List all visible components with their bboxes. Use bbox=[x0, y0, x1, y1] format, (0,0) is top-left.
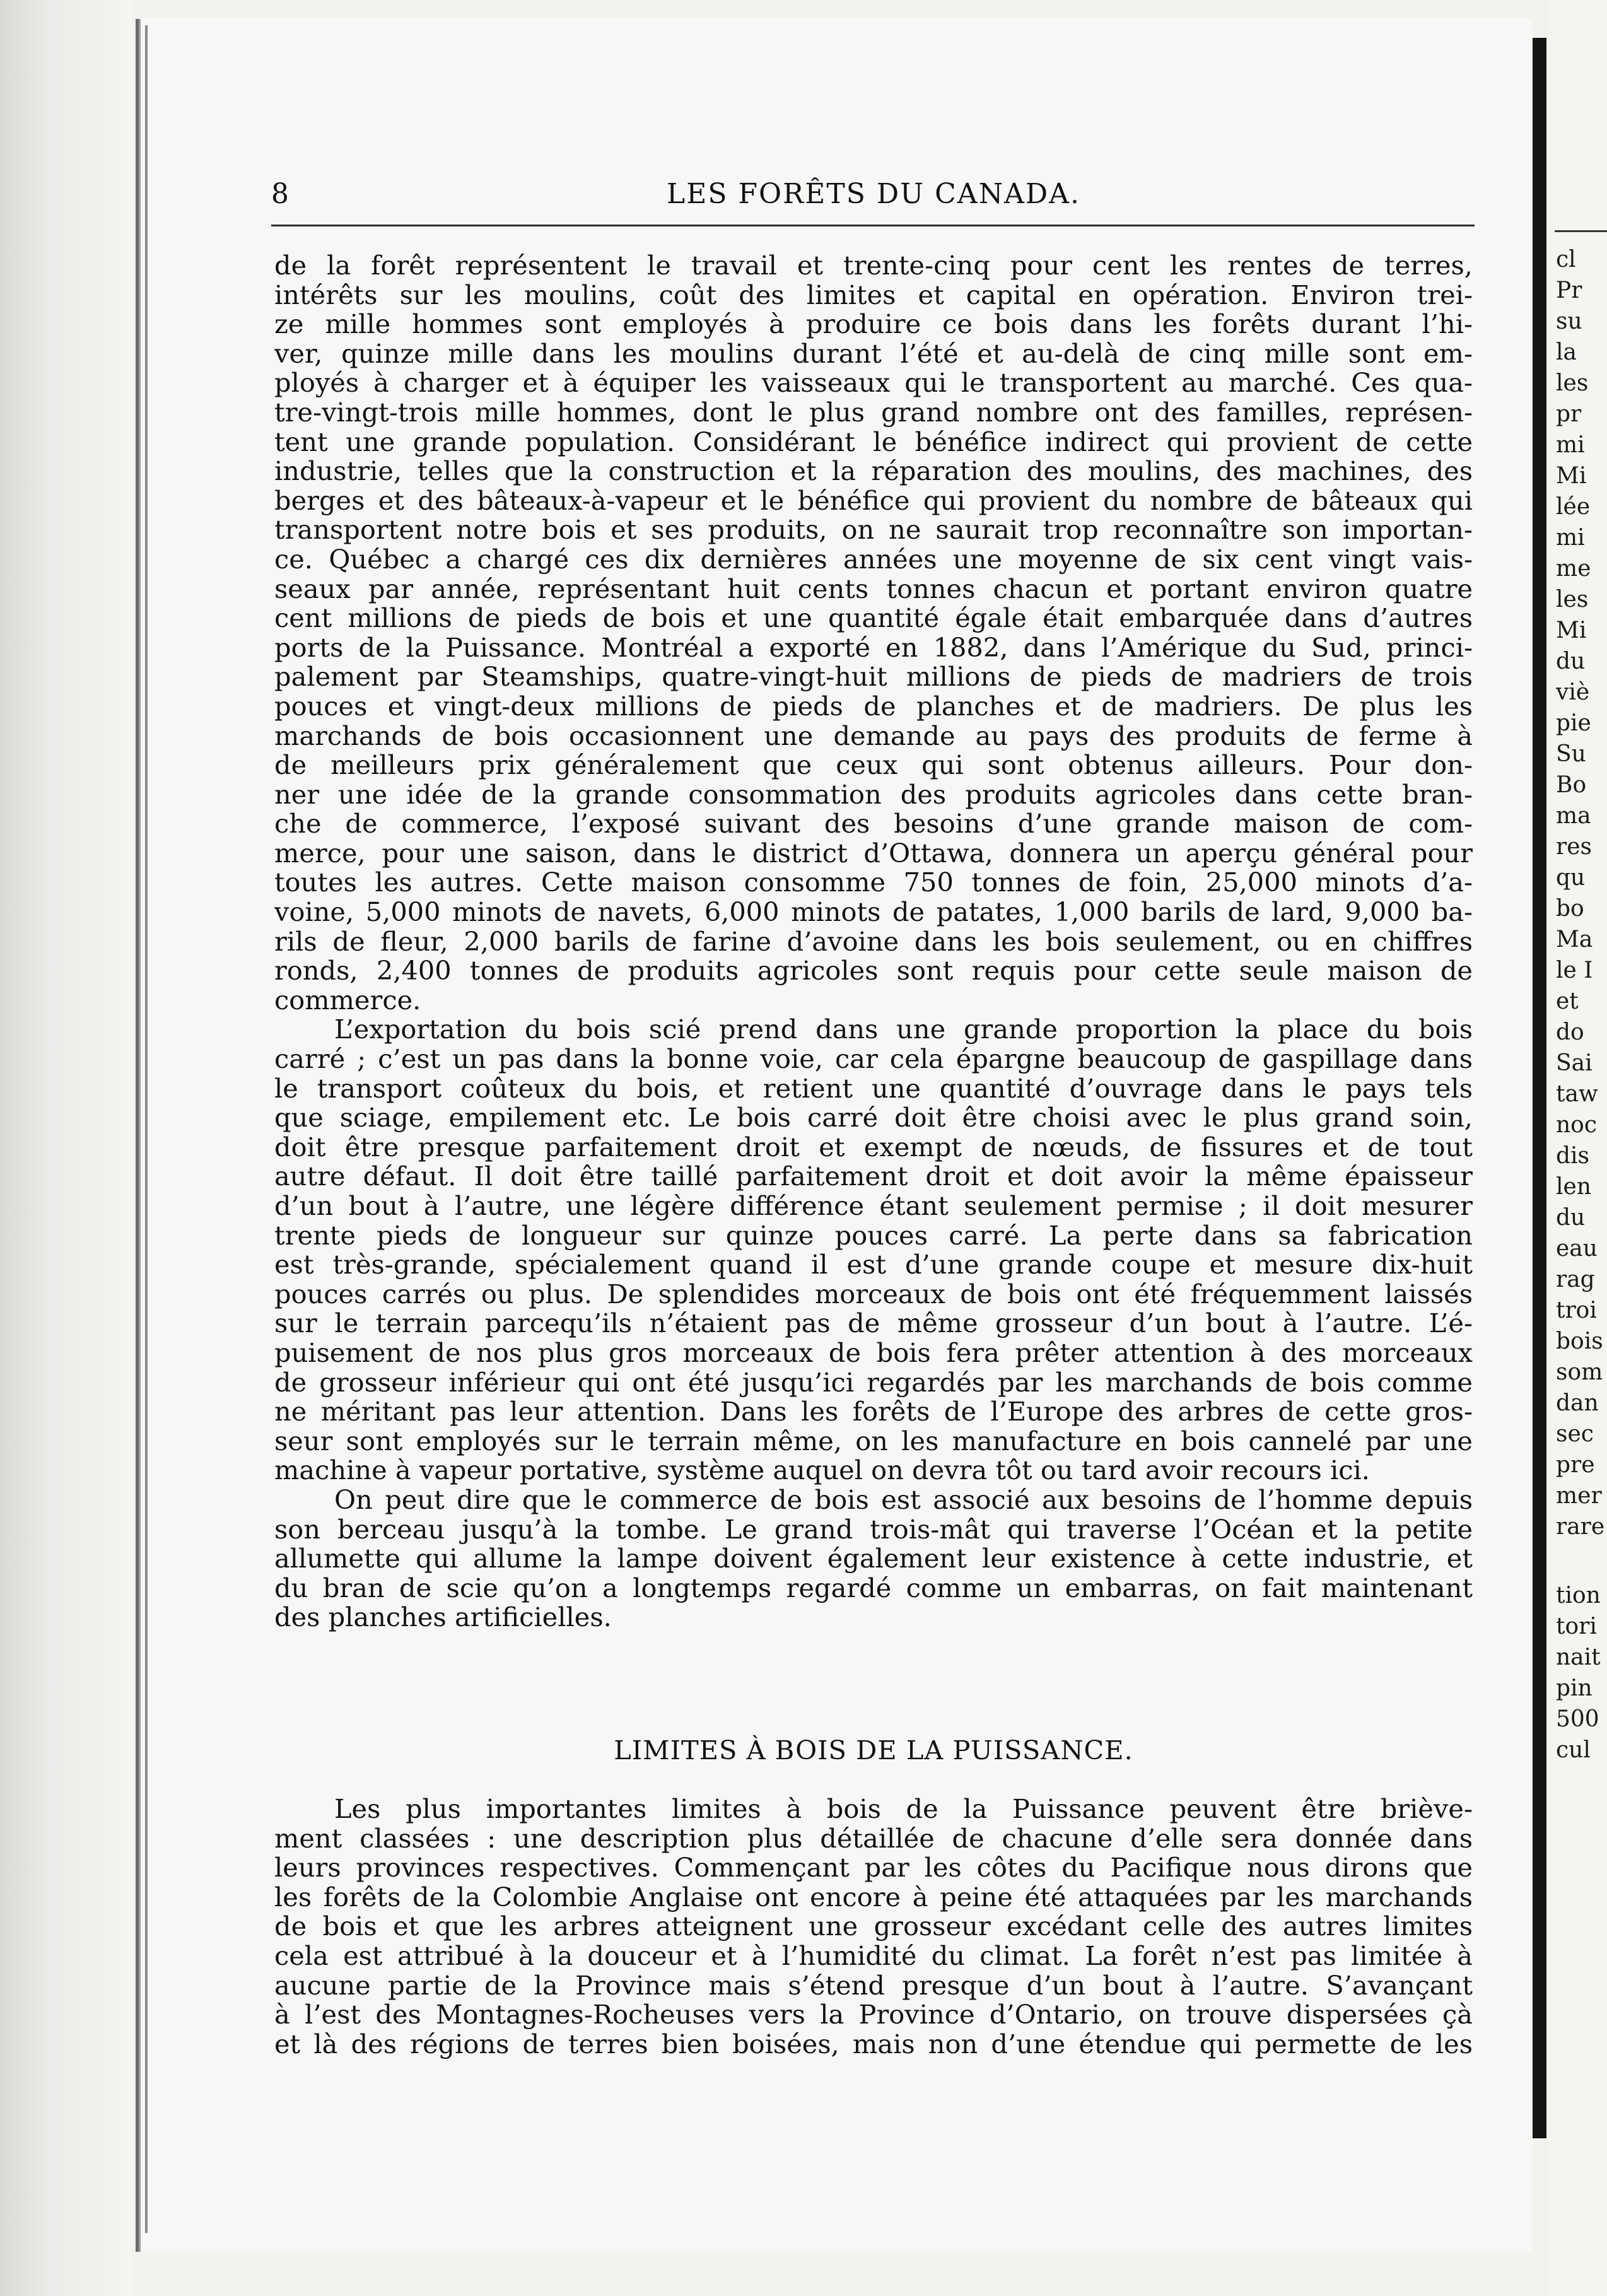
text-line: tre-vingt-trois mille hommes, dont le plus grand nombre ont des familles, représen- bbox=[274, 397, 1473, 428]
next-page-fragment: les bbox=[1556, 370, 1589, 396]
next-page-fragment: noc bbox=[1556, 1112, 1598, 1138]
next-page-fragment: qu bbox=[1556, 865, 1586, 891]
next-page-fragment: som bbox=[1556, 1359, 1603, 1385]
next-page-fragment: cl bbox=[1556, 247, 1576, 272]
next-page-fragment: Su bbox=[1556, 741, 1586, 767]
body-text-main bbox=[274, 251, 1473, 1632]
running-title: LES FORÊTS DU CANADA. bbox=[667, 178, 1080, 210]
next-page-fragment: eau bbox=[1556, 1236, 1598, 1262]
text-line: de grosseur inférieur qui ont été jusqu’ici regardés par les marchands de bois comme bbox=[274, 1368, 1473, 1398]
text-line: industrie, telles que la construction et la réparation des moulins, des machines, des bbox=[274, 457, 1473, 486]
next-page-fragment: do bbox=[1556, 1019, 1584, 1045]
text-line: seaux par année, représentant huit cents tonnes chacun et portant environ quatre bbox=[274, 574, 1473, 604]
text-line: ce. Québec a chargé ces dix dernières années une moyenne de six cent vingt vais- bbox=[274, 544, 1473, 575]
text-line: ver, quinze mille dans les moulins durant l’été et au-delà de cinq mille sont em- bbox=[274, 339, 1473, 369]
next-page-fragment: bo bbox=[1556, 896, 1584, 922]
section-heading: LIMITES À BOIS DE LA PUISSANCE. bbox=[614, 1735, 1133, 1766]
text-line: à l’est des Montagnes-Rocheuses vers la Province d’Ontario, on trouve dispersées çà bbox=[274, 2000, 1473, 2030]
text-line: allumette qui allume la lampe doivent également leur existence à cette industrie, et bbox=[274, 1544, 1473, 1574]
text-line: machine à vapeur portative, système auquel on devra tôt ou tard avoir recours ici. bbox=[274, 1456, 1370, 1485]
text-line: leurs provinces respectives. Commençant par les côtes du Pacifique nous dirons que bbox=[274, 1853, 1473, 1883]
text-line: autre défaut. Il doit être taillé parfaitement droit et doit avoir la même épaisseur bbox=[274, 1162, 1473, 1192]
text-line: du bran de scie qu’on a longtemps regardé comme un embarras, on fait maintenant bbox=[274, 1573, 1473, 1603]
next-page-fragment: rag bbox=[1556, 1267, 1595, 1292]
text-line: trente pieds de longueur sur quinze pouces carré. La perte dans sa fabrication bbox=[274, 1221, 1473, 1251]
next-page-fragment: lée bbox=[1556, 494, 1591, 520]
text-line: ne méritant pas leur attention. Dans les forêts de l’Europe des arbres de cette gros- bbox=[274, 1397, 1473, 1427]
text-line: cela est attribué à la douceur et à l’humidité du climat. La forêt n’est pas limitée à bbox=[274, 1941, 1473, 1971]
next-page-edge bbox=[1548, 0, 1607, 2296]
text-line: toutes les autres. Cette maison consomme 750 tonnes de foin, 25,000 minots d’a- bbox=[274, 868, 1473, 898]
text-line: tent une grande population. Considérant le bénéfice indirect qui provient de cette bbox=[274, 427, 1473, 457]
next-page-fragment: mi bbox=[1556, 525, 1585, 551]
text-line: seur sont employés sur le terrain même, on les manufacture en bois cannelé par une bbox=[274, 1426, 1473, 1456]
next-page-fragment: pre bbox=[1556, 1452, 1595, 1478]
text-line: marchands de bois occasionnent une demande au pays des produits de ferme à bbox=[274, 721, 1473, 751]
header-rule bbox=[271, 225, 1475, 226]
next-page-fragment: la bbox=[1556, 339, 1577, 365]
next-page-fragment: Mi bbox=[1556, 463, 1587, 489]
next-page-fragment: ma bbox=[1556, 803, 1591, 829]
next-page-fragment: cul bbox=[1556, 1737, 1591, 1763]
next-page-fragment: Sai bbox=[1556, 1050, 1592, 1076]
next-page-fragment: pie bbox=[1556, 710, 1591, 736]
next-page-fragment: nait bbox=[1556, 1644, 1601, 1670]
text-line: berges et des bâteaux-à-vapeur et le bénéfice qui provient du nombre de bâteaux qui bbox=[274, 486, 1473, 516]
text-line: aucune partie de la Province mais s’étend presque d’un bout à l’autre. S’avançant bbox=[274, 1971, 1473, 2001]
next-page-fragment: pin bbox=[1556, 1675, 1592, 1701]
text-line: ner une idée de la grande consommation des produits agricoles dans cette bran- bbox=[274, 780, 1473, 810]
text-line: est très-grande, spécialement quand il est d’une grande coupe et mesure dix-huit bbox=[274, 1250, 1473, 1280]
next-page-fragment: dan bbox=[1556, 1390, 1599, 1416]
page-number: 8 bbox=[271, 178, 289, 210]
text-line: de meilleurs prix généralement que ceux qui sont obtenus ailleurs. Pour don- bbox=[274, 751, 1473, 780]
text-line: che de commerce, l’exposé suivant des besoins d’une grande maison de com- bbox=[274, 809, 1473, 839]
next-page-fragment: et bbox=[1556, 988, 1579, 1014]
text-line: transportent notre bois et ses produits, on ne saurait trop reconnaître son importan- bbox=[274, 515, 1473, 545]
text-line: ployés à charger et à équiper les vaisseaux qui le transportent au marché. Ces qua- bbox=[274, 368, 1473, 398]
text-line: voine, 5,000 minots de navets, 6,000 minots de patates, 1,000 barils de lard, 9,000 ba- bbox=[274, 898, 1473, 927]
next-page-fragment: 500 bbox=[1556, 1706, 1599, 1732]
text-line: des planches artificielles. bbox=[274, 1603, 612, 1632]
text-line: que sciage, empilement etc. Le bois carré doit être choisi avec le plus grand soin, bbox=[274, 1103, 1473, 1133]
next-page-fragment: Mi bbox=[1556, 618, 1587, 643]
body-text-section bbox=[274, 1795, 1473, 2059]
next-page-fragment: len bbox=[1556, 1174, 1592, 1200]
next-page-header-rule bbox=[1555, 230, 1607, 232]
text-line: d’un bout à l’autre, une légère différence étant seulement permise ; il doit mesurer bbox=[274, 1192, 1473, 1221]
next-page-fragment: pr bbox=[1556, 401, 1582, 427]
text-line: pouces et vingt-deux millions de pieds de planches et de madriers. De plus les bbox=[274, 691, 1473, 722]
text-line: doit être presque parfaitement droit et exempt de nœuds, de fissures et de tout bbox=[274, 1132, 1473, 1163]
next-page-fragment: viè bbox=[1556, 679, 1590, 705]
next-page-fragment: tion bbox=[1556, 1583, 1601, 1608]
next-page-fragment: Bo bbox=[1556, 772, 1587, 798]
text-line: ze mille hommes sont employés à produire ce bois dans les forêts durant l’hi- bbox=[274, 310, 1473, 339]
page-header bbox=[271, 178, 1476, 216]
next-page-fragment: les bbox=[1556, 587, 1589, 612]
text-line: sur le terrain parcequ’ils n’étaient pas de même grosseur d’un bout à l’autre. L’é- bbox=[274, 1309, 1473, 1338]
next-page-fragment: taw bbox=[1556, 1081, 1598, 1107]
next-page-fragment: me bbox=[1556, 556, 1591, 582]
text-line: intérêts sur les moulins, coût des limites et capital en opération. Environ trei- bbox=[274, 280, 1473, 310]
text-line: ment classées : une description plus détaillée de chacune d’elle sera donnée dans bbox=[274, 1824, 1473, 1854]
text-line: de la forêt représentent le travail et trente-cinq pour cent les rentes de terres, bbox=[274, 251, 1473, 281]
text-line: ports de la Puissance. Montréal a exporté en 1882, dans l’Amérique du Sud, princi- bbox=[274, 633, 1473, 663]
text-line: son berceau jusqu’à la tombe. Le grand trois-mât qui traverse l’Océan et la petite bbox=[274, 1514, 1473, 1545]
text-line: On peut dire que le commerce de bois est associé aux besoins de l’homme depuis bbox=[334, 1485, 1473, 1515]
text-line: et là des régions de terres bien boisées, mais non d’une étendue qui permette de les bbox=[274, 2029, 1473, 2059]
text-line: palement par Steamships, quatre-vingt-huit millions de pieds de madriers de trois bbox=[274, 662, 1473, 692]
text-line: les forêts de la Colombie Anglaise ont encore à peine été attaquées par les marchands bbox=[274, 1882, 1473, 1912]
text-line: de bois et que les arbres atteignent une grosseur excédant celle des autres limites bbox=[274, 1912, 1473, 1942]
next-page-fragment: dis bbox=[1556, 1143, 1590, 1169]
next-page-fragment: du bbox=[1556, 648, 1586, 674]
scan-margin-left bbox=[0, 0, 132, 2296]
next-page-fragment: sec bbox=[1556, 1421, 1594, 1447]
text-line: carré ; c’est un pas dans la bonne voie, car cela épargne beaucoup de gaspillage dans bbox=[274, 1045, 1473, 1074]
next-page-fragment: rare bbox=[1556, 1514, 1605, 1540]
binding-gutter bbox=[1533, 38, 1546, 2138]
next-page-fragment: mi bbox=[1556, 432, 1585, 458]
next-page-fragment: Ma bbox=[1556, 927, 1593, 952]
text-line: puisement de nos plus gros morceaux de bois fera prêter attention à des morceaux bbox=[274, 1338, 1473, 1368]
next-page-fragment: su bbox=[1556, 308, 1582, 334]
next-page-fragment: du bbox=[1556, 1205, 1586, 1231]
next-page-fragment: troi bbox=[1556, 1297, 1597, 1323]
next-page-fragment: res bbox=[1556, 834, 1592, 860]
text-line: commerce. bbox=[274, 985, 421, 1016]
text-line: Les plus importantes limites à bois de la Puissance peuvent être briève- bbox=[334, 1795, 1473, 1824]
next-page-fragment: bois bbox=[1556, 1328, 1603, 1354]
text-line: L’exportation du bois scié prend dans une grande proportion la place du bois bbox=[334, 1015, 1473, 1045]
text-line: ronds, 2,400 tonnes de produits agricoles sont requis pour cette seule maison de bbox=[274, 956, 1473, 986]
text-line: pouces carrés ou plus. De splendides morceaux de bois ont été fréquemment laissés bbox=[274, 1279, 1473, 1309]
next-page-fragment: Pr bbox=[1556, 278, 1582, 303]
next-page-fragment: le I bbox=[1556, 958, 1593, 983]
text-line: cent millions de pieds de bois et une quantité égale était embarquée dans d’autres bbox=[274, 604, 1473, 633]
next-page-fragment: tori bbox=[1556, 1614, 1597, 1639]
text-line: merce, pour une saison, dans le district d’Ottawa, donnera un aperçu général pour bbox=[274, 838, 1473, 869]
page-fold-line bbox=[145, 25, 148, 2233]
text-line: rils de fleur, 2,000 barils de farine d’avoine dans les bois seulement, ou en chiffres bbox=[274, 927, 1473, 957]
text-line: le transport coûteux du bois, et retient une quantité d’ouvrage dans le pays tels bbox=[274, 1074, 1473, 1104]
next-page-fragment: mer bbox=[1556, 1483, 1602, 1509]
